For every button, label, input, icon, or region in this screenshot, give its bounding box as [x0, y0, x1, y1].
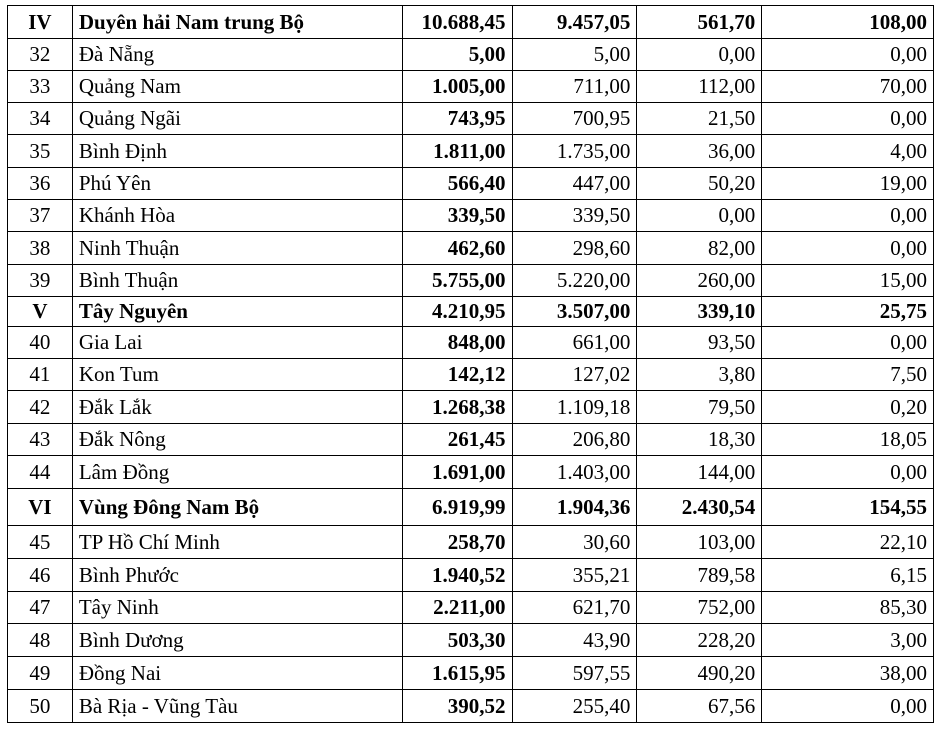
total-value: 1.615,95	[402, 657, 512, 690]
value-col-4: 6,15	[762, 559, 934, 592]
value-col-3: 112,00	[637, 71, 762, 103]
value-col-3: 93,50	[637, 327, 762, 359]
value-col-2: 298,60	[512, 232, 637, 265]
row-number: 49	[8, 657, 73, 690]
value-col-2: 3.507,00	[512, 297, 637, 327]
value-col-2: 711,00	[512, 71, 637, 103]
row-number: 42	[8, 391, 73, 424]
total-value: 566,40	[402, 168, 512, 200]
row-number: 41	[8, 359, 73, 391]
value-col-2: 1.904,36	[512, 489, 637, 526]
row-number: 34	[8, 103, 73, 135]
total-value: 1.811,00	[402, 135, 512, 168]
total-value: 339,50	[402, 200, 512, 232]
table-row	[8, 168, 934, 200]
value-col-2: 5.220,00	[512, 265, 637, 297]
value-col-2: 1.735,00	[512, 135, 637, 168]
total-value: 4.210,95	[402, 297, 512, 327]
total-value: 848,00	[402, 327, 512, 359]
region-row	[8, 297, 934, 327]
total-value: 5,00	[402, 39, 512, 71]
province-name: Đồng Nai	[72, 657, 402, 690]
total-value: 743,95	[402, 103, 512, 135]
value-col-3: 490,20	[637, 657, 762, 690]
row-number: 33	[8, 71, 73, 103]
total-value: 261,45	[402, 424, 512, 456]
row-number: IV	[8, 6, 73, 39]
value-col-3: 561,70	[637, 6, 762, 39]
table-row	[8, 424, 934, 456]
province-name: Quảng Ngãi	[72, 103, 402, 135]
total-value: 1.005,00	[402, 71, 512, 103]
value-col-3: 789,58	[637, 559, 762, 592]
table-row	[8, 265, 934, 297]
value-col-3: 79,50	[637, 391, 762, 424]
province-name: Bình Thuận	[72, 265, 402, 297]
data-table	[7, 5, 934, 723]
region-row	[8, 6, 934, 39]
province-name: Quảng Nam	[72, 71, 402, 103]
value-col-4: 85,30	[762, 592, 934, 624]
value-col-2: 206,80	[512, 424, 637, 456]
value-col-2: 355,21	[512, 559, 637, 592]
value-col-4: 19,00	[762, 168, 934, 200]
province-name: Bình Phước	[72, 559, 402, 592]
total-value: 503,30	[402, 624, 512, 657]
table-row	[8, 592, 934, 624]
row-number: 40	[8, 327, 73, 359]
row-number: 43	[8, 424, 73, 456]
value-col-2: 621,70	[512, 592, 637, 624]
total-value: 6.919,99	[402, 489, 512, 526]
value-col-2: 1.403,00	[512, 456, 637, 489]
table-row	[8, 71, 934, 103]
province-name: Bình Định	[72, 135, 402, 168]
value-col-3: 2.430,54	[637, 489, 762, 526]
row-number: 39	[8, 265, 73, 297]
total-value: 1.691,00	[402, 456, 512, 489]
value-col-4: 25,75	[762, 297, 934, 327]
value-col-4: 3,00	[762, 624, 934, 657]
row-number: 36	[8, 168, 73, 200]
value-col-3: 82,00	[637, 232, 762, 265]
table-row	[8, 391, 934, 424]
value-col-2: 127,02	[512, 359, 637, 391]
value-col-2: 447,00	[512, 168, 637, 200]
row-number: VI	[8, 489, 73, 526]
province-name: Bà Rịa - Vũng Tàu	[72, 690, 402, 723]
value-col-3: 0,00	[637, 39, 762, 71]
province-name: Khánh Hòa	[72, 200, 402, 232]
value-col-4: 7,50	[762, 359, 934, 391]
table-row	[8, 657, 934, 690]
value-col-3: 103,00	[637, 526, 762, 559]
total-value: 2.211,00	[402, 592, 512, 624]
table-row	[8, 327, 934, 359]
province-name: Phú Yên	[72, 168, 402, 200]
value-col-4: 4,00	[762, 135, 934, 168]
value-col-2: 597,55	[512, 657, 637, 690]
province-name: Tây Nguyên	[72, 297, 402, 327]
total-value: 10.688,45	[402, 6, 512, 39]
value-col-3: 260,00	[637, 265, 762, 297]
total-value: 390,52	[402, 690, 512, 723]
value-col-2: 43,90	[512, 624, 637, 657]
value-col-2: 5,00	[512, 39, 637, 71]
table-row	[8, 200, 934, 232]
value-col-2: 700,95	[512, 103, 637, 135]
row-number: 35	[8, 135, 73, 168]
value-col-4: 0,00	[762, 200, 934, 232]
province-name: Bình Dương	[72, 624, 402, 657]
row-number: 37	[8, 200, 73, 232]
row-number: 46	[8, 559, 73, 592]
value-col-4: 70,00	[762, 71, 934, 103]
value-col-2: 1.109,18	[512, 391, 637, 424]
table-row	[8, 39, 934, 71]
total-value: 258,70	[402, 526, 512, 559]
value-col-3: 18,30	[637, 424, 762, 456]
table-row	[8, 135, 934, 168]
row-number: 47	[8, 592, 73, 624]
value-col-4: 0,00	[762, 232, 934, 265]
row-number: 44	[8, 456, 73, 489]
value-col-4: 0,20	[762, 391, 934, 424]
row-number: 48	[8, 624, 73, 657]
province-name: Lâm Đồng	[72, 456, 402, 489]
table-row	[8, 690, 934, 723]
value-col-2: 30,60	[512, 526, 637, 559]
value-col-4: 154,55	[762, 489, 934, 526]
province-name: Tây Ninh	[72, 592, 402, 624]
province-name: TP Hồ Chí Minh	[72, 526, 402, 559]
table-body	[8, 6, 934, 723]
row-number: 50	[8, 690, 73, 723]
value-col-2: 339,50	[512, 200, 637, 232]
table-row	[8, 456, 934, 489]
province-name: Duyên hải Nam trung Bộ	[72, 6, 402, 39]
value-col-4: 15,00	[762, 265, 934, 297]
value-col-4: 0,00	[762, 690, 934, 723]
value-col-2: 255,40	[512, 690, 637, 723]
value-col-4: 22,10	[762, 526, 934, 559]
table-row	[8, 359, 934, 391]
table-row	[8, 559, 934, 592]
value-col-4: 38,00	[762, 657, 934, 690]
total-value: 5.755,00	[402, 265, 512, 297]
value-col-3: 67,56	[637, 690, 762, 723]
value-col-4: 0,00	[762, 456, 934, 489]
total-value: 462,60	[402, 232, 512, 265]
value-col-4: 0,00	[762, 39, 934, 71]
row-number: 38	[8, 232, 73, 265]
table-row	[8, 232, 934, 265]
province-name: Đắk Lắk	[72, 391, 402, 424]
value-col-4: 18,05	[762, 424, 934, 456]
value-col-3: 36,00	[637, 135, 762, 168]
province-name: Vùng Đông Nam Bộ	[72, 489, 402, 526]
table-row	[8, 103, 934, 135]
value-col-4: 0,00	[762, 103, 934, 135]
value-col-2: 9.457,05	[512, 6, 637, 39]
value-col-3: 752,00	[637, 592, 762, 624]
region-row	[8, 489, 934, 526]
province-name: Ninh Thuận	[72, 232, 402, 265]
value-col-4: 0,00	[762, 327, 934, 359]
province-name: Đà Nẵng	[72, 39, 402, 71]
total-value: 142,12	[402, 359, 512, 391]
row-number: 32	[8, 39, 73, 71]
value-col-3: 21,50	[637, 103, 762, 135]
value-col-3: 50,20	[637, 168, 762, 200]
value-col-3: 228,20	[637, 624, 762, 657]
value-col-2: 661,00	[512, 327, 637, 359]
value-col-3: 144,00	[637, 456, 762, 489]
table-row	[8, 526, 934, 559]
total-value: 1.940,52	[402, 559, 512, 592]
value-col-3: 0,00	[637, 200, 762, 232]
province-name: Gia Lai	[72, 327, 402, 359]
value-col-3: 339,10	[637, 297, 762, 327]
value-col-3: 3,80	[637, 359, 762, 391]
province-name: Kon Tum	[72, 359, 402, 391]
row-number: 45	[8, 526, 73, 559]
total-value: 1.268,38	[402, 391, 512, 424]
province-name: Đắk Nông	[72, 424, 402, 456]
row-number: V	[8, 297, 73, 327]
value-col-4: 108,00	[762, 6, 934, 39]
table-row	[8, 624, 934, 657]
